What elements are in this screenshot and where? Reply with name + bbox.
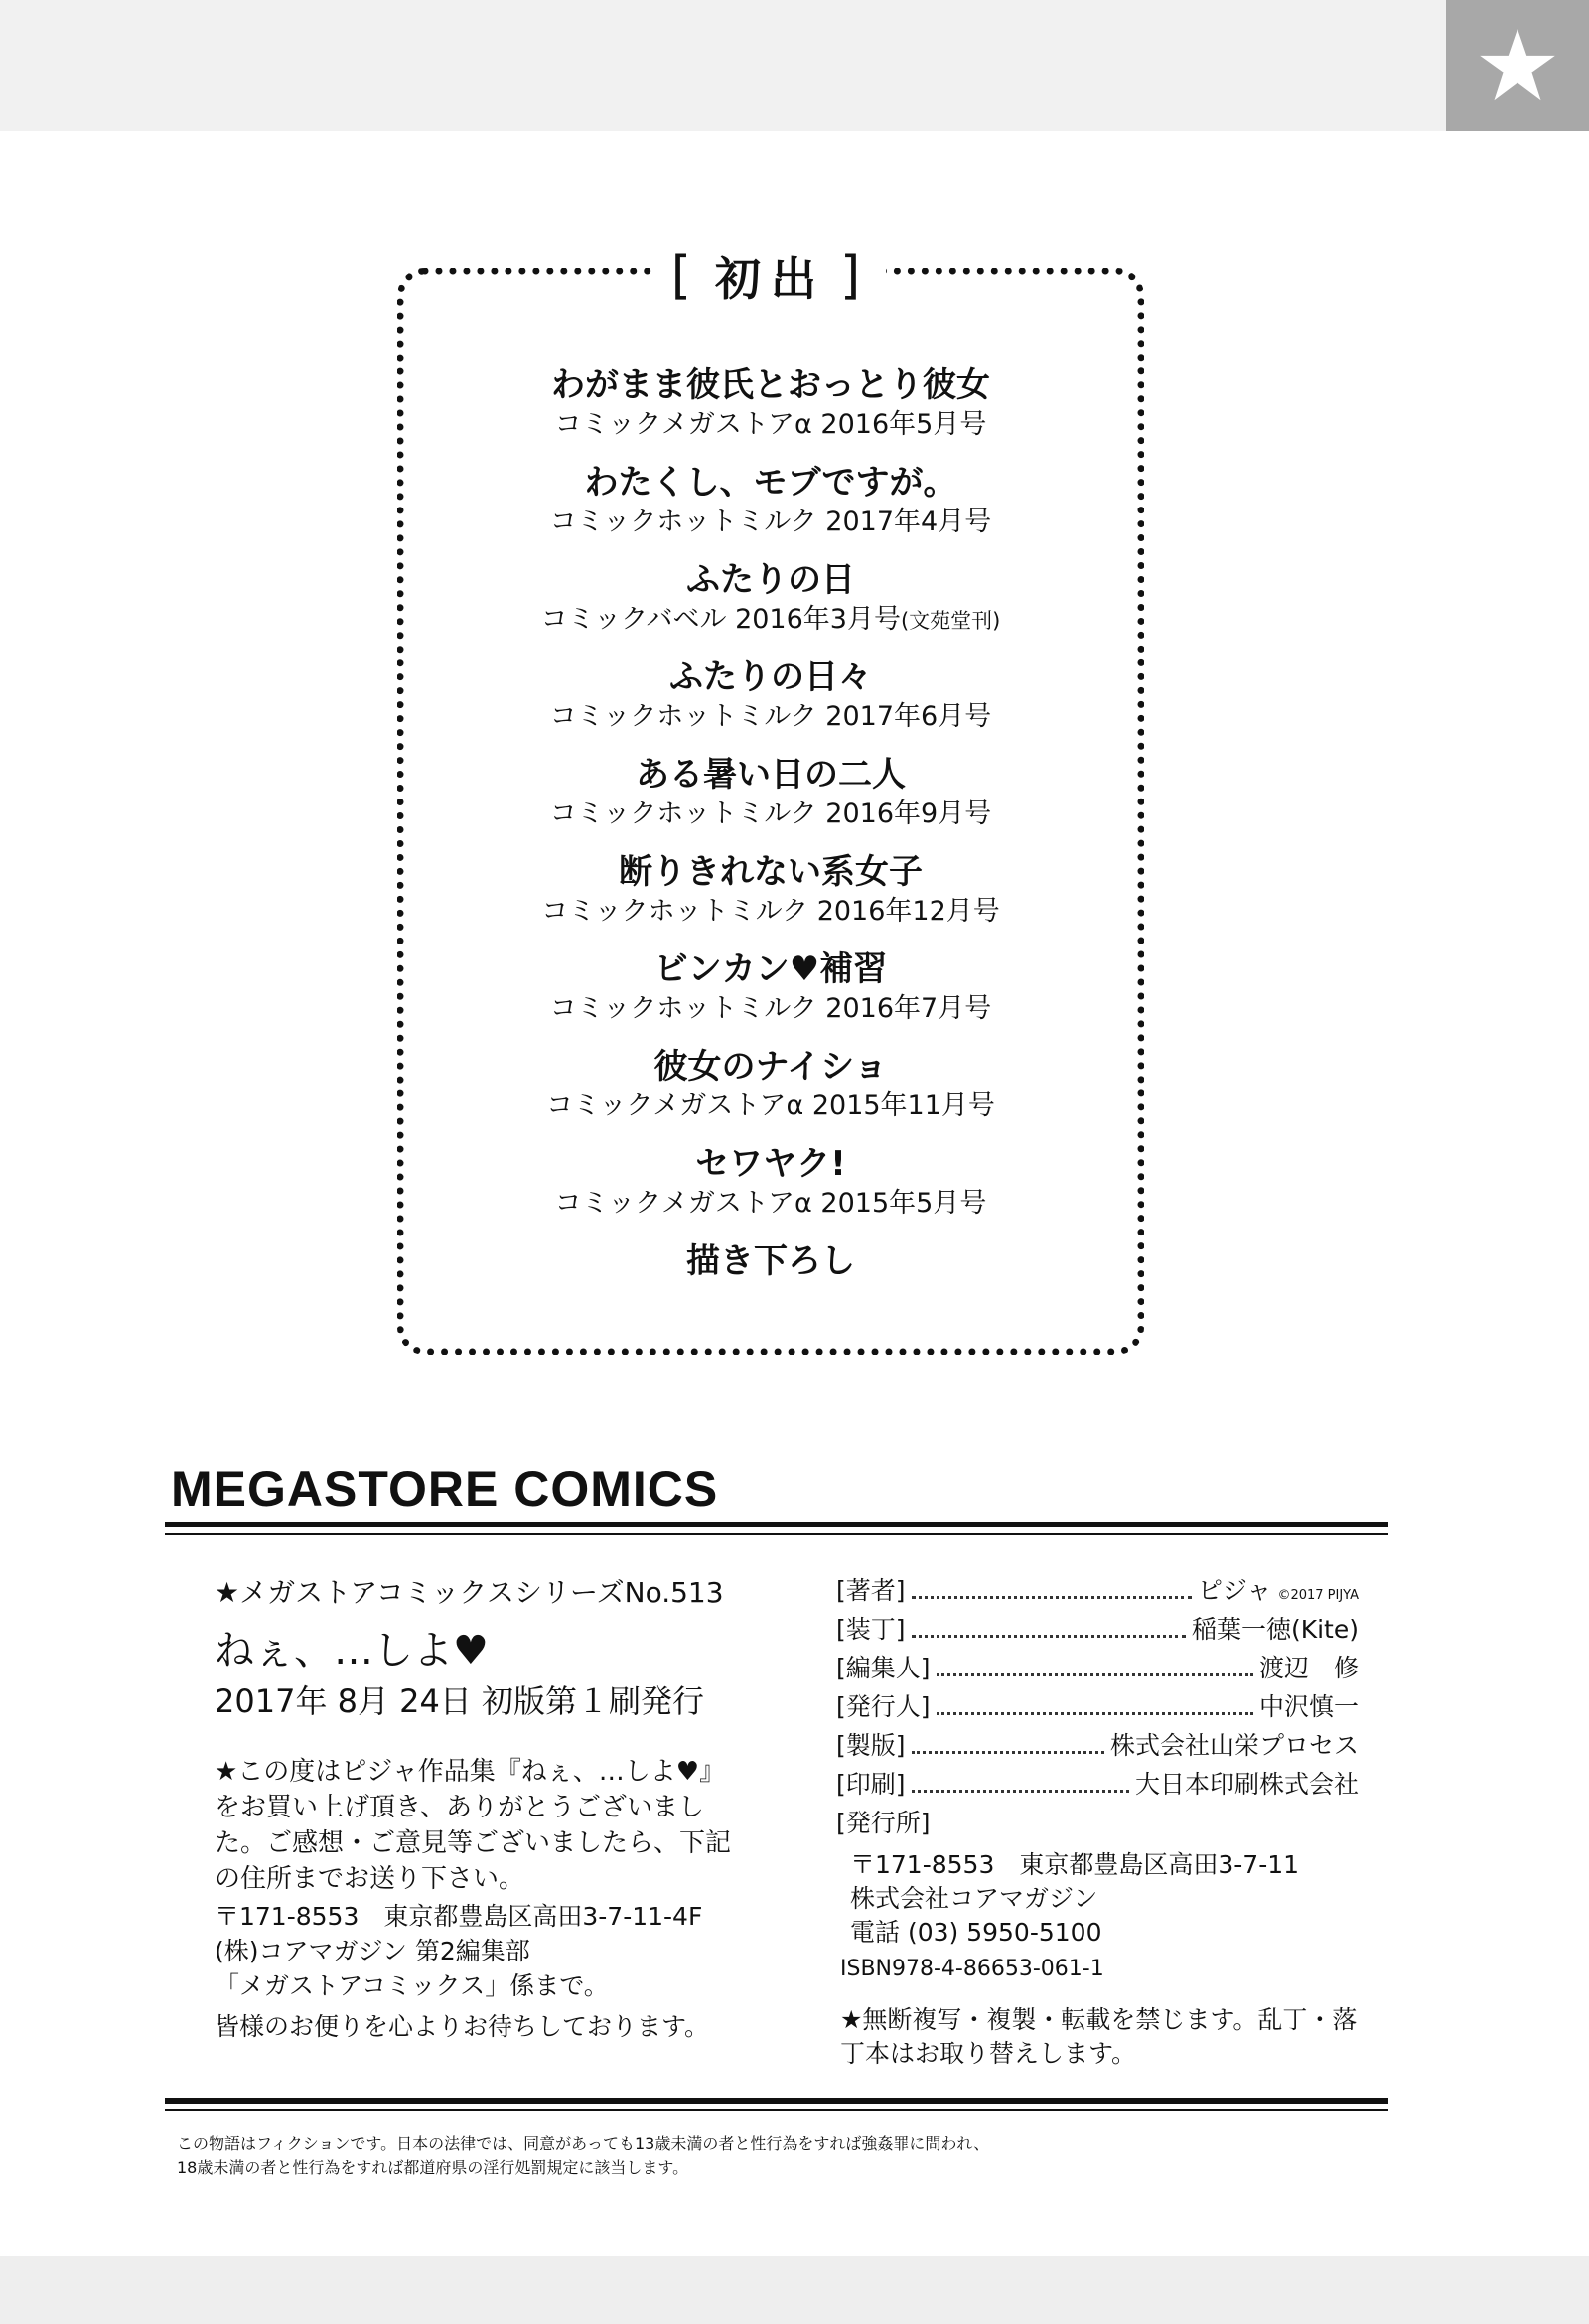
colophon-bottom-rule (165, 2098, 1388, 2104)
publication-date: 2017年 8月 24日 初版第１刷発行 (215, 1682, 705, 1720)
list-item (417, 1239, 1124, 1337)
story-title: 彼女のナイショ (653, 1047, 888, 1087)
credit-row (836, 1571, 1359, 1610)
credit-value: 渡辺 修 (1258, 1654, 1359, 1682)
story-title: ふたりの日 (686, 560, 855, 600)
colophon-bottom-rule-thin (165, 2109, 1388, 2111)
reader-mail-address (215, 1899, 771, 2044)
story-title: 断りきれない系女子 (619, 852, 923, 892)
story-title: わたくし、モブですが。 (584, 463, 957, 503)
legal-disclaimer (177, 2132, 1349, 2180)
rights-notice: ★無断複写・複製・転載を禁じます。乱丁・落丁本はお取り替えします。 (840, 2005, 1358, 2068)
story-source: コミックホットミルク 2017年4月号 (549, 507, 992, 537)
story-source: コミックホットミルク 2016年12月号 (541, 896, 1000, 927)
first-appearance-heading (655, 240, 886, 312)
list-item (417, 753, 1124, 850)
credits-list (836, 1571, 1359, 2071)
leader-dots (937, 1673, 1253, 1676)
story-source: コミックメガストアα 2016年5月号 (554, 409, 987, 440)
credit-row (836, 1610, 1359, 1649)
book-title: ねぇ、…しよ♥ (215, 1628, 489, 1673)
credit-label: [著者] (836, 1576, 906, 1605)
bottom-gray-band (0, 2256, 1589, 2324)
address-line: (株)コアマガジン 第2編集部 (215, 1937, 530, 1965)
credit-row (836, 1687, 1359, 1726)
story-source: コミックバベル 2016年3月号(文苑堂刊) (540, 604, 1001, 635)
credit-row (836, 1649, 1359, 1687)
corner-star-badge (1446, 0, 1589, 131)
heading-text: 初出 (715, 252, 826, 306)
credit-label: [製版] (836, 1731, 906, 1760)
story-title: 描き下ろし (686, 1241, 855, 1281)
brand-logo-text: MEGASTORE COMICS (171, 1461, 719, 1517)
leader-dots (912, 1596, 1192, 1599)
credit-label: [印刷] (836, 1770, 906, 1799)
series-number: ★メガストアコミックスシリーズNo.513 (215, 1576, 724, 1609)
leader-dots (937, 1712, 1253, 1715)
list-item (417, 1045, 1124, 1142)
list-item (417, 655, 1124, 753)
publisher-note: (文苑堂刊) (900, 609, 1001, 633)
publisher-name: 株式会社コアマガジン (850, 1884, 1098, 1913)
list-item (417, 1142, 1124, 1239)
leader-dots (912, 1790, 1129, 1793)
colophon-top-rule-thin (165, 1533, 1388, 1535)
thanks-message: ★この度はピジャ作品集『ねぇ、…しよ♥』をお買い上げ頂き、ありがとうございました。ご感想・ご意見等ございましたら、下記の住所までお送り下さい。 (215, 1757, 732, 1894)
credit-value: 大日本印刷株式会社 (1134, 1770, 1359, 1799)
credit-value: ピジャ (1197, 1576, 1272, 1605)
address-line: 「メガストアコミックス」係まで。 (215, 1971, 609, 2000)
leader-dots (912, 1635, 1186, 1638)
list-item (417, 850, 1124, 947)
story-source: コミックホットミルク 2016年7月号 (549, 993, 992, 1024)
publisher-phone: 電話 (03) 5950-5100 (850, 1918, 1102, 1947)
story-title: ふたりの日々 (669, 657, 872, 697)
list-item (417, 947, 1124, 1045)
publisher-address: 〒171-8553 東京都豊島区高田3-7-11 (850, 1850, 1300, 1879)
credit-label: [装丁] (836, 1615, 906, 1644)
credit-label: [編集人] (836, 1654, 931, 1682)
colophon-top-rule (165, 1522, 1388, 1527)
story-title: セワヤク! (695, 1144, 846, 1184)
story-source: コミックホットミルク 2016年9月号 (549, 799, 992, 829)
heading-bracket-close: ] (840, 246, 871, 306)
first-appearance-list (417, 363, 1124, 1337)
copyright-mark: ©2017 PIJYA (1277, 1588, 1359, 1603)
star-icon (1476, 24, 1559, 107)
disclaimer-line: この物語はフィクションです。日本の法律では、同意があっても13歳未満の者と性行為をすれば強姦罪に問われ、 (177, 2134, 990, 2153)
story-source: コミックメガストアα 2015年11月号 (546, 1090, 995, 1121)
story-source: コミックメガストアα 2015年5月号 (554, 1188, 987, 1219)
disclaimer-line: 18歳未満の者と性行為をすれば都道府県の淫行処罰規定に該当します。 (177, 2158, 689, 2177)
list-item (417, 461, 1124, 558)
credit-value: 中沢慎一 (1258, 1692, 1359, 1721)
list-item (417, 363, 1124, 461)
address-line: 〒171-8553 東京都豊島区高田3-7-11-4F (215, 1902, 703, 1931)
credit-value: 株式会社山栄プロセス (1109, 1731, 1359, 1760)
credit-label: [発行人] (836, 1692, 931, 1721)
leader-dots (912, 1751, 1104, 1754)
story-source: コミックホットミルク 2017年6月号 (549, 701, 992, 732)
credit-row (836, 1765, 1359, 1804)
credit-row (836, 1726, 1359, 1765)
top-gray-band (0, 0, 1589, 131)
heading-bracket-open: [ (670, 246, 701, 306)
credit-value: 稲葉一徳(Kite) (1191, 1615, 1359, 1644)
mail-note: 皆様のお便りを心よりお待ちしております。 (215, 2012, 710, 2041)
story-title: ある暑い日の二人 (636, 755, 906, 795)
publisher-label: [発行所] (836, 1809, 931, 1837)
list-item (417, 558, 1124, 655)
isbn: ISBN978-4-86653-061-1 (840, 1957, 1104, 1981)
story-title: わがまま彼氏とおっとり彼女 (551, 365, 990, 405)
story-title: ビンカン♥補習 (653, 949, 888, 989)
